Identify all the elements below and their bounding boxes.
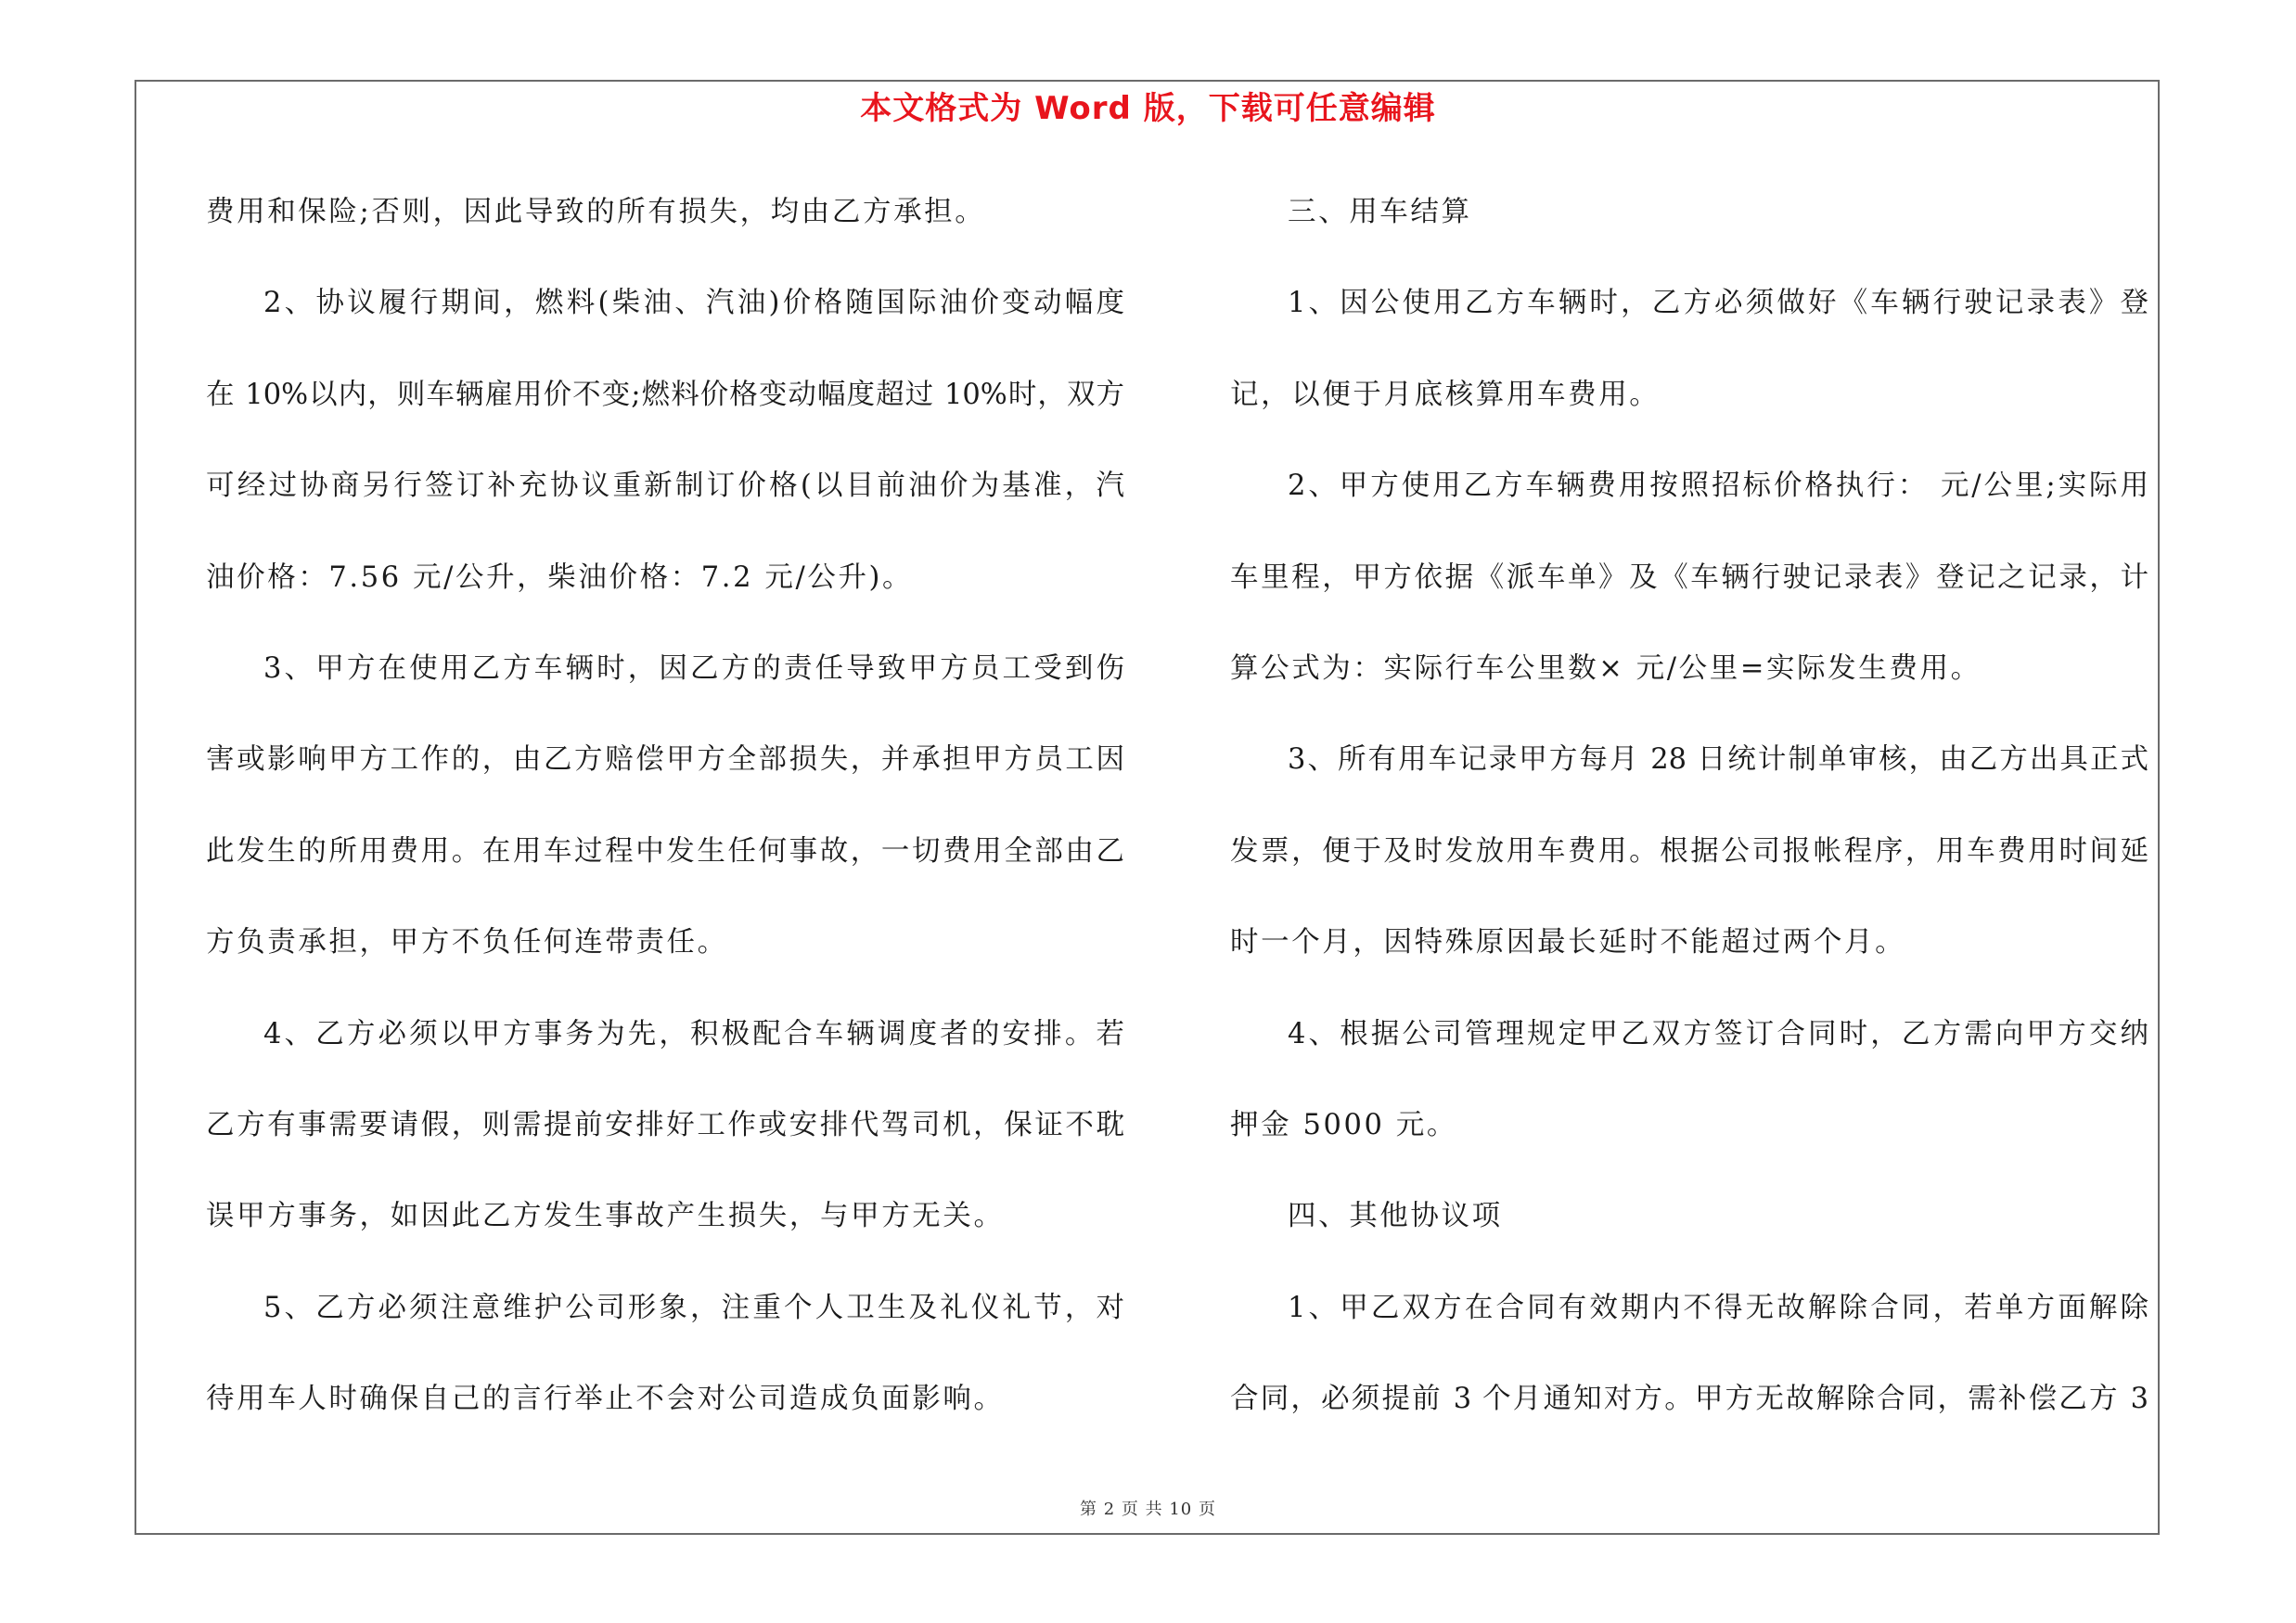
- left-column-line: 2、协议履行期间，燃料(柴油、汽油)价格随国际油价变动幅度: [263, 287, 1124, 320]
- left-column-line: 误甲方事务，如因此乙方发生事故产生损失，与甲方无关。: [206, 1200, 1005, 1233]
- left-column-line: 待用车人时确保自己的言行举止不会对公司造成负面影响。: [206, 1383, 1005, 1416]
- right-column-line: 1、因公使用乙方车辆时，乙方必须做好《车辆行驶记录表》登: [1288, 287, 2148, 320]
- left-column-line: 3、甲方在使用乙方车辆时，因乙方的责任导致甲方员工受到伤: [263, 651, 1124, 685]
- left-column-line: 害或影响甲方工作的，由乙方赔偿甲方全部损失，并承担甲方员工因: [206, 743, 1124, 777]
- left-column-line: 5、乙方必须注意维护公司形象，注重个人卫生及礼仪礼节，对: [263, 1291, 1124, 1324]
- left-column-line: 乙方有事需要请假，则需提前安排好工作或安排代驾司机，保证不耽: [206, 1108, 1124, 1141]
- left-column-line: 4、乙方必须以甲方事务为先，积极配合车辆调度者的安排。若: [263, 1017, 1124, 1050]
- right-column-line: 1、甲乙双方在合同有效期内不得无故解除合同，若单方面解除: [1288, 1291, 2148, 1324]
- right-column-line: 车里程，甲方依据《派车单》及《车辆行驶记录表》登记之记录，计: [1230, 560, 2148, 594]
- left-column-line: 此发生的所用费用。在用车过程中发生任何事故，一切费用全部由乙: [206, 834, 1124, 868]
- right-column-line: 四、其他协议项: [1288, 1200, 1503, 1233]
- right-column-line: 合同，必须提前 3 个月通知对方。甲方无故解除合同，需补偿乙方 3: [1230, 1383, 2148, 1416]
- right-column-line: 4、根据公司管理规定甲乙双方签订合同时，乙方需向甲方交纳: [1288, 1017, 2148, 1050]
- left-column-line: 可经过协商另行签订补充协议重新制订价格(以目前油价为基准，汽: [206, 470, 1124, 503]
- left-column-line: 油价格：7.56 元/公升，柴油价格：7.2 元/公升)。: [206, 560, 914, 594]
- left-column-line: 费用和保险;否则，因此导致的所有损失，均由乙方承担。: [206, 196, 986, 228]
- left-text-column: [206, 167, 1124, 1445]
- left-column-line: 方负责承担，甲方不负任何连带责任。: [206, 926, 728, 960]
- right-column-line: 记，以便于月底核算用车费用。: [1230, 378, 1661, 411]
- right-column-line: 发票，便于及时发放用车费用。根据公司报帐程序，用车费用时间延: [1230, 834, 2148, 868]
- right-column-line: 算公式为：实际行车公里数× 元/公里=实际发生费用。: [1230, 651, 1982, 685]
- right-column-line: 三、用车结算: [1288, 196, 1472, 228]
- page-number-footer: 第 2 页 共 10 页: [1080, 1500, 1216, 1519]
- word-format-banner: 本文格式为 Word 版，下载可任意编辑: [860, 90, 1436, 127]
- right-text-column: [1230, 167, 2148, 1445]
- left-column-line: 在 10%以内，则车辆雇用价不变;燃料价格变动幅度超过 10%时，双方: [206, 378, 1124, 411]
- right-column-line: 时一个月，因特殊原因最长延时不能超过两个月。: [1230, 926, 1906, 960]
- right-column-line: 3、所有用车记录甲方每月 28 日统计制单审核，由乙方出具正式: [1288, 743, 2148, 777]
- right-column-line: 押金 5000 元。: [1230, 1108, 1458, 1141]
- right-column-line: 2、甲方使用乙方车辆费用按照招标价格执行： 元/公里;实际用: [1288, 470, 2148, 503]
